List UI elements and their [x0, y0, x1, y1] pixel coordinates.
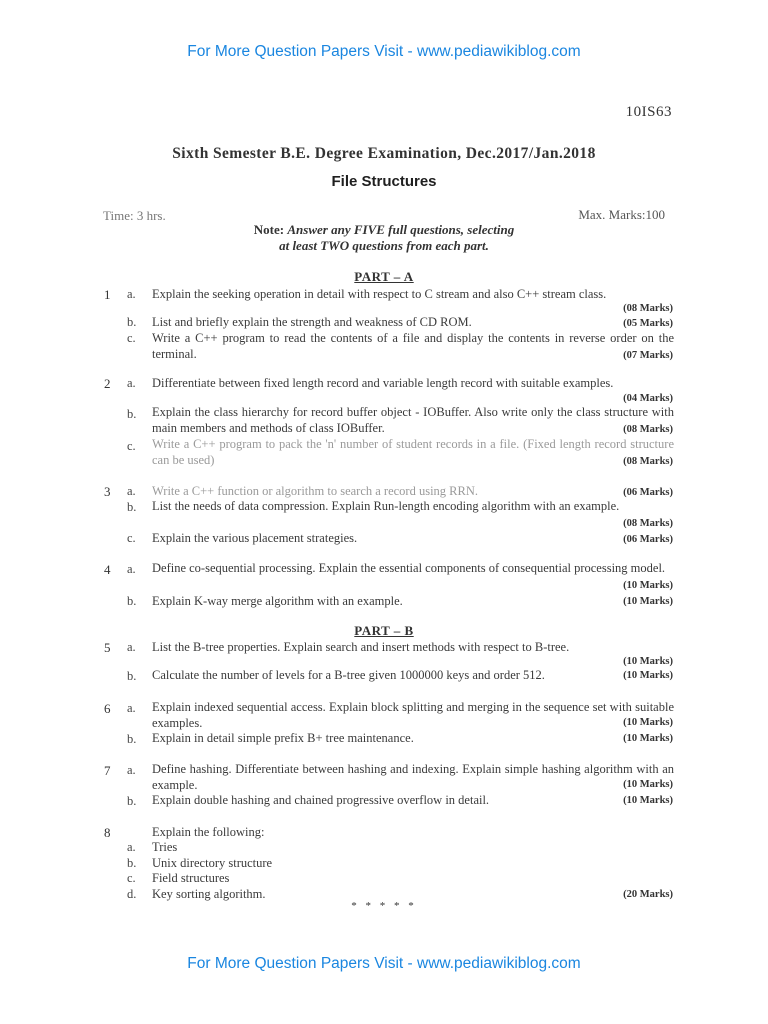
note-line-2: at least TWO questions from each part.	[279, 238, 489, 253]
top-banner-link[interactable]: For More Question Papers Visit - www.pediawikiblog.com	[187, 43, 581, 60]
question-text: List the B-tree properties. Explain search and insert methods with respect to B-tree.	[152, 640, 570, 654]
end-marker: * * * * *	[351, 900, 417, 912]
question-text: Field structures	[152, 871, 230, 885]
sub-label: c.	[127, 439, 136, 453]
sub-label: c.	[127, 871, 136, 885]
question-text: Explain indexed sequential access. Explain block splitting and merging in the sequence set with suitable examples.	[152, 700, 674, 730]
question-number: 7	[104, 763, 111, 778]
sub-label: a.	[127, 640, 136, 654]
sub-label: d.	[127, 887, 137, 901]
marks: (20 Marks)	[623, 889, 673, 900]
part-b-heading: PART – B	[354, 623, 414, 638]
question-number: 2	[104, 376, 111, 391]
question-text: Write a C++ program to read the contents of a file and display the contents in reverse order on the terminal.	[152, 331, 674, 361]
question-text: Write a C++ function or algorithm to search a record using RRN.	[152, 484, 479, 498]
question-number: 3	[104, 484, 111, 499]
sub-label: b.	[127, 732, 137, 746]
question-text: Explain the class hierarchy for record buffer object - IOBuffer. Also write only the class structure with main members and methods of class IOBuffer.	[152, 405, 674, 435]
sub-label: b.	[127, 856, 137, 870]
paper-code: 10IS63	[625, 104, 672, 120]
sub-label: b.	[127, 794, 137, 808]
question-number: 6	[104, 701, 111, 716]
sub-label: b.	[127, 500, 137, 514]
question-number: 4	[104, 562, 111, 577]
marks: (08 Marks)	[623, 303, 673, 314]
question-text: Explain K-way merge algorithm with an example.	[152, 594, 403, 608]
question-text: List and briefly explain the strength and weakness of CD ROM.	[152, 315, 472, 329]
sub-label: b.	[127, 315, 137, 329]
exam-title: Sixth Semester B.E. Degree Examination, Dec.2017/Jan.2018	[172, 145, 596, 162]
note-line-1: Answer any FIVE full questions, selecting	[287, 222, 515, 237]
question-text: Differentiate between fixed length record and variable length record with suitable examples.	[152, 376, 614, 390]
question-text: Key sorting algorithm.	[152, 887, 266, 901]
question-text: Tries	[152, 840, 178, 854]
sub-label: b.	[127, 669, 137, 683]
question-number: 5	[104, 640, 111, 655]
sub-label: b.	[127, 407, 137, 421]
question-text: Calculate the number of levels for a B-tree given 1000000 keys and order 512.	[152, 668, 545, 682]
question-text: Explain double hashing and chained progressive overflow in detail.	[152, 793, 490, 807]
question-text: Explain the seeking operation in detail with respect to C stream and also C++ stream class.	[152, 287, 607, 301]
question-text: Define hashing. Differentiate between hashing and indexing. Explain simple hashing algorithm with an example.	[152, 762, 674, 792]
sub-label: a.	[127, 840, 136, 854]
subject-title: File Structures	[331, 173, 437, 190]
marks: (04 Marks)	[623, 393, 673, 404]
question-text: List the needs of data compression. Explain Run-length encoding algorithm with an example.	[152, 499, 620, 513]
marks: (07 Marks)	[623, 350, 673, 361]
question-text: Define co-sequential processing. Explain the essential components of consequential processing model.	[152, 561, 666, 575]
part-a-heading: PART – A	[354, 269, 414, 284]
sub-label: a.	[127, 376, 136, 390]
marks: (10 Marks)	[623, 717, 673, 728]
sub-label: c.	[127, 531, 136, 545]
question-intro: Explain the following:	[152, 825, 265, 839]
marks: (06 Marks)	[623, 487, 673, 498]
question-number: 1	[104, 287, 111, 302]
exam-note	[0, 222, 768, 254]
marks: (10 Marks)	[623, 596, 673, 607]
sub-label: a.	[127, 562, 136, 576]
marks: (06 Marks)	[623, 534, 673, 545]
marks: (05 Marks)	[623, 318, 673, 329]
sub-label: c.	[127, 331, 136, 345]
marks: (10 Marks)	[623, 670, 673, 681]
marks: (10 Marks)	[623, 795, 673, 806]
sub-label: a.	[127, 484, 136, 498]
marks: (10 Marks)	[623, 580, 673, 591]
marks: (10 Marks)	[623, 733, 673, 744]
marks: (08 Marks)	[623, 518, 673, 529]
max-marks: Max. Marks:100	[578, 207, 665, 222]
exam-time: Time: 3 hrs.	[103, 208, 166, 223]
sub-label: b.	[127, 594, 137, 608]
question-text: Explain the various placement strategies.	[152, 531, 358, 545]
marks: (08 Marks)	[623, 424, 673, 435]
bottom-banner-link[interactable]: For More Question Papers Visit - www.pediawikiblog.com	[187, 955, 581, 972]
question-text: Unix directory structure	[152, 856, 273, 870]
question-text: Write a C++ program to pack the 'n' number of student records in a file. (Fixed length record structure can be used)	[152, 437, 674, 467]
marks: (10 Marks)	[623, 779, 673, 790]
sub-label: a.	[127, 701, 136, 715]
question-number: 8	[104, 825, 111, 840]
question-text: Explain in detail simple prefix B+ tree maintenance.	[152, 731, 414, 745]
sub-label: a.	[127, 763, 136, 777]
marks: (08 Marks)	[623, 456, 673, 467]
note-label: Note:	[253, 222, 285, 237]
sub-label: a.	[127, 287, 136, 301]
marks: (10 Marks)	[623, 656, 673, 667]
